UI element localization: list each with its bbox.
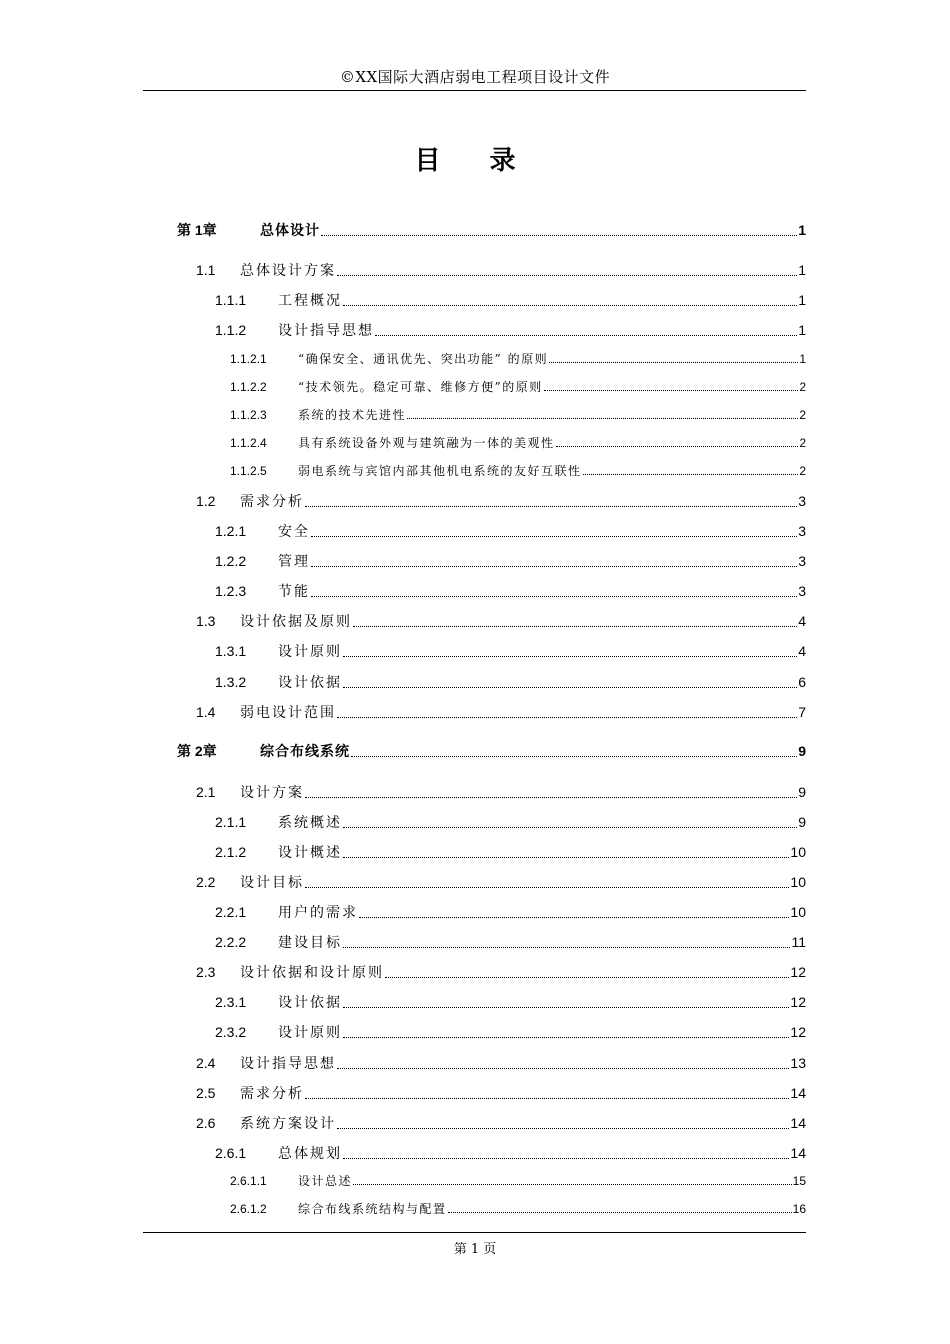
toc-entry[interactable] xyxy=(215,521,806,541)
toc-entry-title: 用户的需求 xyxy=(278,905,358,921)
toc-entry-page: 11 xyxy=(791,934,806,950)
toc-entry-number: 1.1.2.1 xyxy=(230,352,267,366)
toc-entry-number: 1.1.2.4 xyxy=(230,436,267,450)
toc-entry-title: 设计原则 xyxy=(278,1025,342,1041)
toc-entry-number: 1.1.2.2 xyxy=(230,380,267,394)
header-divider xyxy=(143,90,806,91)
toc-entry[interactable] xyxy=(215,1022,806,1042)
toc-entry-title: 设计指导思想 xyxy=(278,323,374,339)
toc-leader-dots xyxy=(305,506,797,507)
toc-entry-page: 10 xyxy=(790,874,806,890)
toc-entry-number: 2.1.2 xyxy=(215,844,247,860)
toc-entry-number: 1.1.2.5 xyxy=(230,464,267,478)
toc-leader-dots xyxy=(311,566,797,567)
toc-entry[interactable] xyxy=(196,611,806,631)
toc-entry-title: 弱电系统与宾馆内部其他机电系统的友好互联性 xyxy=(298,464,582,478)
toc-leader-dots xyxy=(385,977,789,978)
toc-leader-dots xyxy=(375,335,797,336)
toc-entry-page: 14 xyxy=(790,1115,806,1131)
toc-entry-page: 9 xyxy=(798,814,806,830)
toc-leader-dots xyxy=(337,1128,789,1129)
toc-leader-dots xyxy=(359,917,789,918)
toc-entry-number: 1.1.2.3 xyxy=(230,408,267,422)
toc-leader-dots xyxy=(351,756,797,757)
toc-entry[interactable] xyxy=(230,350,806,367)
toc-entry-page: 3 xyxy=(798,523,806,539)
toc-leader-dots xyxy=(337,275,797,276)
toc-entry[interactable] xyxy=(196,872,806,892)
toc-leader-dots xyxy=(549,362,798,363)
toc-entry[interactable] xyxy=(215,1143,806,1163)
toc-leader-dots xyxy=(343,1007,789,1008)
toc-entry-title: 设计指导思想 xyxy=(240,1056,336,1072)
toc-entry[interactable] xyxy=(196,962,806,982)
toc-entry-number: 2.6 xyxy=(196,1115,216,1131)
toc-entry-number: 2.5 xyxy=(196,1085,216,1101)
toc-entry-title: 节能 xyxy=(278,584,310,600)
toc-leader-dots xyxy=(343,656,797,657)
toc-entry-page: 10 xyxy=(790,904,806,920)
toc-entry-number: 1.1.1 xyxy=(215,292,247,308)
toc-entry-page: 12 xyxy=(790,964,806,980)
toc-leader-dots xyxy=(337,717,797,718)
toc-entry-page: 1 xyxy=(798,222,806,238)
toc-entry-page: 3 xyxy=(798,553,806,569)
toc-leader-dots xyxy=(556,446,799,447)
toc-entry[interactable] xyxy=(215,641,806,661)
toc-entry-page: 12 xyxy=(790,994,806,1010)
toc-entry-title: 总体设计 xyxy=(260,223,320,239)
toc-entry[interactable] xyxy=(215,581,806,601)
toc-entry-page: 9 xyxy=(798,784,806,800)
toc-entry-number: 2.2 xyxy=(196,874,216,890)
toc-entry-page: 14 xyxy=(790,1145,806,1161)
toc-entry-page: 6 xyxy=(798,674,806,690)
toc-entry-number: 2.1 xyxy=(196,784,216,800)
toc-entry-number: 1.1.2 xyxy=(215,322,247,338)
toc-entry[interactable] xyxy=(215,902,806,922)
page-number: 第 1 页 xyxy=(453,1242,497,1257)
toc-entry-number: 1.2.2 xyxy=(215,553,247,569)
toc-entry-number: 第 2章 xyxy=(177,743,217,759)
toc-leader-dots xyxy=(343,827,797,828)
toc-entry-title: 设计目标 xyxy=(240,875,304,891)
toc-leader-dots xyxy=(353,1184,792,1185)
toc-entry-title: 设计总述 xyxy=(298,1174,353,1188)
toc-entry-page: 2 xyxy=(799,464,806,478)
toc-entry-page: 1 xyxy=(798,262,806,278)
toc-entry-number: 1.1 xyxy=(196,262,216,278)
toc-entry-title: 工程概况 xyxy=(278,293,342,309)
toc-leader-dots xyxy=(321,235,797,236)
running-header: ©XX国际大酒店弱电工程项目设计文件 xyxy=(339,68,611,86)
toc-entry[interactable] xyxy=(215,842,806,862)
toc-leader-dots xyxy=(544,390,799,391)
toc-leader-dots xyxy=(407,418,798,419)
toc-leader-dots xyxy=(343,947,790,948)
toc-entry-number: 2.6.1.1 xyxy=(230,1174,267,1188)
toc-entry[interactable] xyxy=(215,551,806,571)
toc-entry[interactable] xyxy=(230,462,806,479)
toc-entry[interactable] xyxy=(230,1172,806,1189)
toc-entry-page: 10 xyxy=(790,844,806,860)
toc-entry-page: 3 xyxy=(798,583,806,599)
toc-entry[interactable] xyxy=(196,1053,806,1073)
toc-entry-page: 4 xyxy=(798,643,806,659)
toc-entry-number: 2.6.1 xyxy=(215,1145,247,1161)
toc-entry[interactable] xyxy=(215,992,806,1012)
toc-entry-page: 13 xyxy=(790,1055,806,1071)
toc-leader-dots xyxy=(305,797,797,798)
toc-entry-page: 3 xyxy=(798,493,806,509)
toc-title: 目 录 xyxy=(414,146,536,176)
toc-entry-title: 综合布线系统 xyxy=(260,744,350,760)
toc-leader-dots xyxy=(343,1158,789,1159)
toc-entry-page: 2 xyxy=(799,408,806,422)
toc-entry-number: 2.2.2 xyxy=(215,934,247,950)
toc-entry-number: 2.3 xyxy=(196,964,216,980)
toc-entry[interactable] xyxy=(177,741,806,761)
toc-entry[interactable] xyxy=(196,491,806,511)
toc-entry-number: 1.2 xyxy=(196,493,216,509)
toc-entry-page: 4 xyxy=(798,613,806,629)
toc-entry-title: 设计方案 xyxy=(240,785,304,801)
toc-entry-page: 9 xyxy=(798,743,806,759)
toc-entry[interactable] xyxy=(215,290,806,310)
toc-entry-number: 1.3.1 xyxy=(215,643,247,659)
toc-entry-title: 安全 xyxy=(278,524,310,540)
toc-entry[interactable] xyxy=(230,378,806,395)
toc-entry-title: 系统的技术先进性 xyxy=(298,408,407,422)
toc-entry-page: 12 xyxy=(790,1024,806,1040)
toc-entry-title: 总体设计方案 xyxy=(240,263,336,279)
toc-entry-number: 2.1.1 xyxy=(215,814,247,830)
toc-entry[interactable] xyxy=(215,932,806,952)
toc-leader-dots xyxy=(353,626,797,627)
toc-entry-title: 建设目标 xyxy=(278,935,342,951)
toc-entry-number: 1.4 xyxy=(196,704,216,720)
toc-leader-dots xyxy=(305,1098,789,1099)
toc-leader-dots xyxy=(311,536,797,537)
toc-leader-dots xyxy=(583,474,799,475)
toc-entry-title: 设计依据及原则 xyxy=(240,614,352,630)
toc-entry[interactable] xyxy=(196,782,806,802)
toc-entry-title: 系统方案设计 xyxy=(240,1116,336,1132)
toc-entry-title: 具有系统设备外观与建筑融为一体的美观性 xyxy=(298,436,555,450)
toc-entry[interactable] xyxy=(196,1083,806,1103)
toc-entry-title: 需求分析 xyxy=(240,1086,304,1102)
toc-entry-number: 2.6.1.2 xyxy=(230,1202,267,1216)
toc-entry-title: 设计依据 xyxy=(278,995,342,1011)
toc-entry[interactable] xyxy=(230,406,806,423)
toc-leader-dots xyxy=(311,596,797,597)
toc-entry[interactable] xyxy=(230,1200,806,1217)
toc-leader-dots xyxy=(343,305,797,306)
toc-entry-page: 7 xyxy=(798,704,806,720)
toc-entry-title: 综合布线系统结构与配置 xyxy=(298,1202,447,1216)
toc-entry-title: “确保安全、通讯优先、突出功能” 的原则 xyxy=(298,352,549,366)
toc-entry-page: 14 xyxy=(790,1085,806,1101)
toc-entry-title: “技术领先。稳定可靠、维修方便”的原则 xyxy=(298,380,543,394)
toc-entry-title: 弱电设计范围 xyxy=(240,705,336,721)
toc-entry[interactable] xyxy=(215,812,806,832)
toc-entry-number: 1.2.3 xyxy=(215,583,247,599)
toc-entry-page: 15 xyxy=(792,1174,806,1188)
toc-entry-number: 1.2.1 xyxy=(215,523,247,539)
footer-divider xyxy=(143,1232,806,1233)
toc-entry[interactable] xyxy=(196,260,806,280)
toc-entry-page: 1 xyxy=(798,322,806,338)
toc-entry-number: 2.4 xyxy=(196,1055,216,1071)
toc-entry[interactable] xyxy=(196,1113,806,1133)
toc-entry-page: 1 xyxy=(798,292,806,308)
toc-entry-title: 管理 xyxy=(278,554,310,570)
toc-entry-page: 2 xyxy=(799,380,806,394)
toc-entry-title: 设计依据 xyxy=(278,675,342,691)
toc-entry-title: 设计原则 xyxy=(278,644,342,660)
toc-leader-dots xyxy=(343,1037,789,1038)
toc-entry[interactable] xyxy=(215,320,806,340)
toc-leader-dots xyxy=(343,857,789,858)
toc-entry-title: 设计依据和设计原则 xyxy=(240,965,384,981)
toc-entry-number: 2.2.1 xyxy=(215,904,247,920)
toc-leader-dots xyxy=(448,1212,792,1213)
toc-entry-number: 1.3.2 xyxy=(215,674,247,690)
toc-entry-title: 设计概述 xyxy=(278,845,342,861)
toc-entry-number: 2.3.2 xyxy=(215,1024,247,1040)
toc-entry-number: 1.3 xyxy=(196,613,216,629)
toc-entry[interactable] xyxy=(230,434,806,451)
toc-entry[interactable] xyxy=(177,220,806,240)
toc-leader-dots xyxy=(343,687,797,688)
toc-leader-dots xyxy=(337,1068,789,1069)
toc-entry[interactable] xyxy=(196,702,806,722)
toc-entry-title: 需求分析 xyxy=(240,494,304,510)
toc-entry[interactable] xyxy=(215,672,806,692)
toc-entry-page: 1 xyxy=(799,352,806,366)
toc-leader-dots xyxy=(305,887,789,888)
toc-entry-number: 2.3.1 xyxy=(215,994,247,1010)
toc-entry-title: 系统概述 xyxy=(278,815,342,831)
toc-entry-page: 16 xyxy=(792,1202,806,1216)
toc-entry-page: 2 xyxy=(799,436,806,450)
toc-entry-title: 总体规划 xyxy=(278,1146,342,1162)
toc-entry-number: 第 1章 xyxy=(177,222,217,238)
